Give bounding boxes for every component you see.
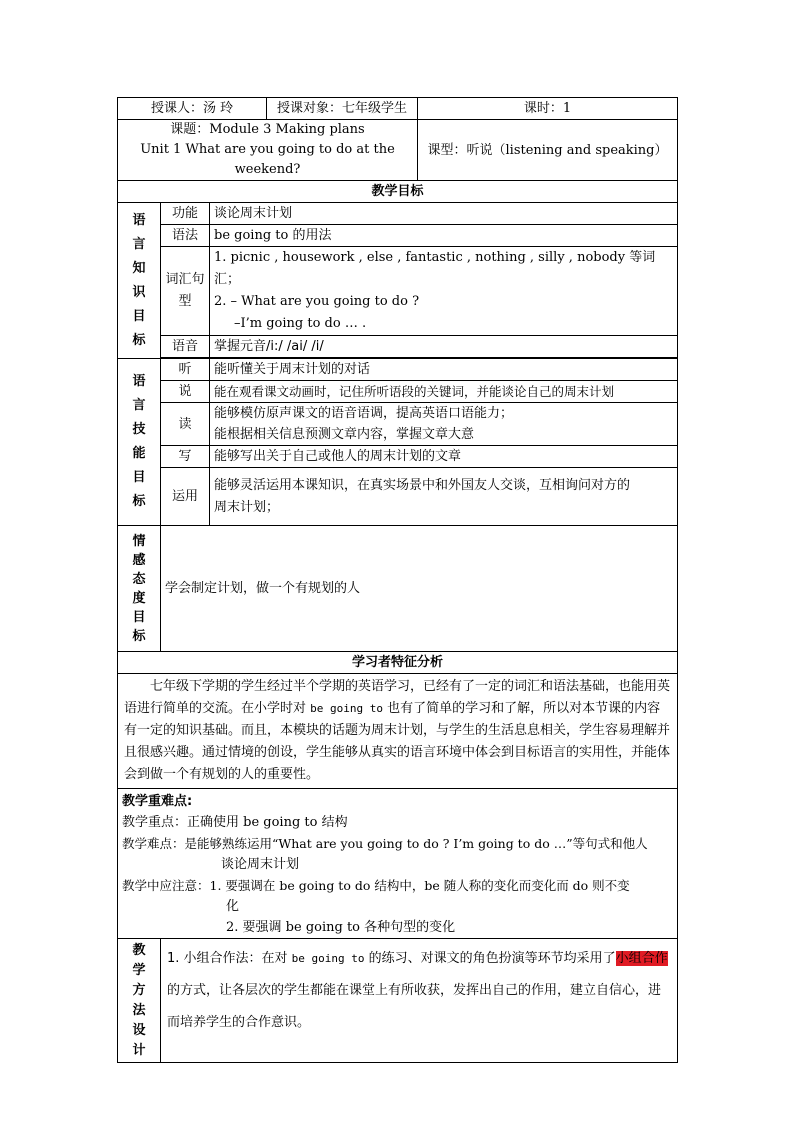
topic-line1: 课题：Module 3 Making plans [170, 122, 365, 137]
speak-label: 说 [161, 381, 210, 403]
grammar-label: 语法 [161, 225, 210, 247]
affect-label: 情 感 态 度 目 标 [118, 526, 161, 652]
language-knowledge-label: 语 言 知 识 目 标 [118, 203, 161, 359]
apply-content [210, 468, 678, 526]
grammar-content: be going to 的用法 [210, 225, 678, 247]
apply-line1: 能够灵活运用本课知识，在真实场景中和外国友人交谈，互相询问对方的 [214, 477, 631, 493]
read-line1: 能够模仿原声课文的语音语调，提高英语口语能力； [214, 406, 514, 421]
methods-label: 教 学 方 法 设 计 [118, 939, 161, 1063]
audience-cell: 授课对象：七年级学生 [267, 98, 418, 120]
period-cell: 课时：1 [418, 98, 678, 120]
vocab-label: 词汇句型 [161, 247, 210, 336]
teacher-cell: 授课人：汤 玲 [118, 98, 267, 120]
note-line1: 教学中应注意：1. 要强调在 be going to do 结构中，be 随人称的变化而变化而 do 则不变 [122, 878, 630, 893]
write-content: 能够写出关于自己或他人的周末计划的文章 [210, 446, 678, 468]
vocab-line3: –I’m going to do … . [234, 316, 367, 331]
listen-label: 听 [161, 359, 210, 381]
vocab-line2: 2. – What are you going to do ? [214, 294, 420, 309]
hard-point-line2: 谈论周末计划 [221, 857, 300, 872]
note-line1-cont: 化 [226, 899, 240, 914]
read-content [210, 403, 678, 446]
difficulties-cell [118, 789, 678, 939]
language-skills-label: 语 言 技 能 目 标 [118, 359, 161, 526]
affect-content: 学会制定计划，做一个有规划的人 [161, 526, 678, 652]
phonetics-label: 语音 [161, 336, 210, 358]
apply-label: 运用 [161, 468, 210, 526]
learner-title: 学习者特征分析 [118, 652, 678, 674]
phonetics-content: 掌握元音/i:/ /ai/ /i/ [210, 336, 678, 358]
key-point: 教学重点：正确使用 be going to 结构 [122, 815, 348, 830]
methods-content: 1. 小组合作法：在对 be going to 的练习、对课文的角色扮演等环节均采用了小组合作的方式，让各层次的学生都能在课堂上有所收获，发挥出自己的作用，建立自信心，进而培养学生的合作意识。 [161, 939, 678, 1063]
vocab-line1: 1. picnic , housework , else , fantastic , nothing , silly , nobody 等词汇； [214, 250, 656, 287]
highlight-1: 小组 [615, 951, 642, 966]
read-label: 读 [161, 403, 210, 446]
objectives-title: 教学目标 [118, 181, 678, 203]
lesson-plan [117, 97, 677, 1058]
topic-line2: Unit 1 What are you going to do at the weekend? [140, 142, 395, 177]
vocab-content [210, 247, 678, 336]
difficulties-title: 教学重难点: [122, 794, 193, 809]
read-line2: 能根据相关信息预测文章内容，掌握文章大意 [214, 427, 475, 442]
lesson-type-cell: 课型：听说（listening and speaking） [418, 120, 678, 181]
listen-content: 能听懂关于周末计划的对话 [210, 359, 678, 381]
function-content: 谈论周末计划 [210, 203, 678, 225]
learner-paragraph: 七年级下学期的学生经过半个学期的英语学习，已经有了一定的词汇和语法基础，也能用英语进行简单的交流。在小学时对 be going to 也有了简单的学习和了解，所以对本节课的内容有一定的知识基础。而且，本模块的话题为周末计划，与学生的生活息息相关，学生容易理解并且很感兴趣。通过情境的创设，学生能够从真实的语言环境中体会到目标语言的实用性，并能体会到做一个有规划的人的重要性。 [118, 674, 678, 789]
function-label: 功能 [161, 203, 210, 225]
note-line2: 2. 要强调 be going to 各种句型的变化 [226, 920, 456, 935]
lesson-plan-table [117, 97, 678, 1063]
write-label: 写 [161, 446, 210, 468]
topic-cell [118, 120, 418, 181]
highlight-2: 合作 [641, 951, 668, 966]
apply-line2: 周末计划； [214, 499, 280, 515]
hard-point-line1: 教学难点：是能够熟练运用“What are you going to do ? I’m going to do …”等句式和他人 [122, 836, 648, 851]
speak-content: 能在观看课文动画时，记住所听语段的关键词，并能谈论自己的周末计划 [210, 381, 678, 403]
